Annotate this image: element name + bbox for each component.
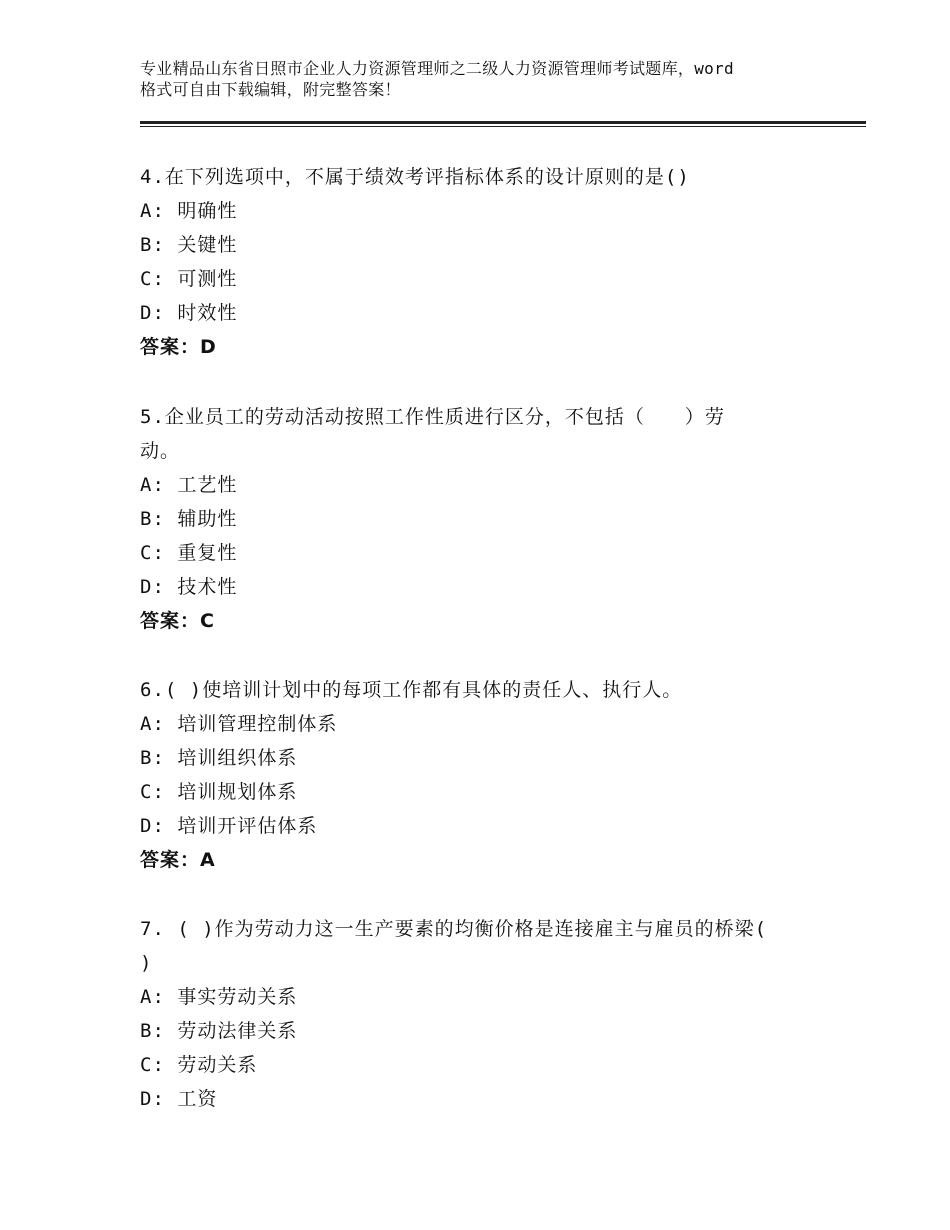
question-stem-continued: ) bbox=[140, 952, 153, 974]
question-stem: 7. ( )作为劳动力这一生产要素的均衡价格是连接雇主与雇员的桥梁( bbox=[140, 918, 768, 940]
option-b: B: 辅助性 bbox=[140, 508, 238, 530]
option-d: D: 培训开评估体系 bbox=[140, 815, 318, 837]
option-b: B: 劳动法律关系 bbox=[140, 1020, 298, 1042]
answer: 答案：C bbox=[140, 610, 215, 632]
option-d: D: 工资 bbox=[140, 1088, 218, 1110]
question-stem: 5.企业员工的劳动活动按照工作性质进行区分，不包括（ ）劳 bbox=[140, 406, 725, 428]
question-6 bbox=[140, 673, 780, 877]
header-line-1: 专业精品山东省日照市企业人力资源管理师之二级人力资源管理师考试题库，word bbox=[140, 59, 734, 78]
option-c: C: 培训规划体系 bbox=[140, 781, 298, 803]
question-4 bbox=[140, 160, 780, 364]
option-b: B: 关键性 bbox=[140, 234, 238, 256]
header-divider-thick bbox=[140, 121, 866, 124]
answer: 答案：D bbox=[140, 336, 217, 358]
question-stem: 4.在下列选项中，不属于绩效考评指标体系的设计原则的是() bbox=[140, 166, 690, 188]
header-divider-thin bbox=[140, 126, 866, 127]
option-c: C: 重复性 bbox=[140, 542, 238, 564]
question-stem-continued: 动。 bbox=[140, 440, 181, 462]
option-b: B: 培训组织体系 bbox=[140, 747, 298, 769]
option-a: A: 明确性 bbox=[140, 200, 238, 222]
option-c: C: 劳动关系 bbox=[140, 1054, 258, 1076]
document-header bbox=[140, 58, 840, 100]
option-a: A: 事实劳动关系 bbox=[140, 986, 298, 1008]
option-d: D: 时效性 bbox=[140, 302, 238, 324]
option-a: A: 培训管理控制体系 bbox=[140, 713, 338, 735]
option-d: D: 技术性 bbox=[140, 576, 238, 598]
question-stem: 6.( )使培训计划中的每项工作都有具体的责任人、执行人。 bbox=[140, 679, 683, 701]
option-a: A: 工艺性 bbox=[140, 474, 238, 496]
answer: 答案：A bbox=[140, 849, 216, 871]
option-c: C: 可测性 bbox=[140, 268, 238, 290]
question-7 bbox=[140, 912, 810, 1116]
header-line-2: 格式可自由下载编辑，附完整答案！ bbox=[140, 80, 401, 99]
question-5 bbox=[140, 400, 780, 638]
